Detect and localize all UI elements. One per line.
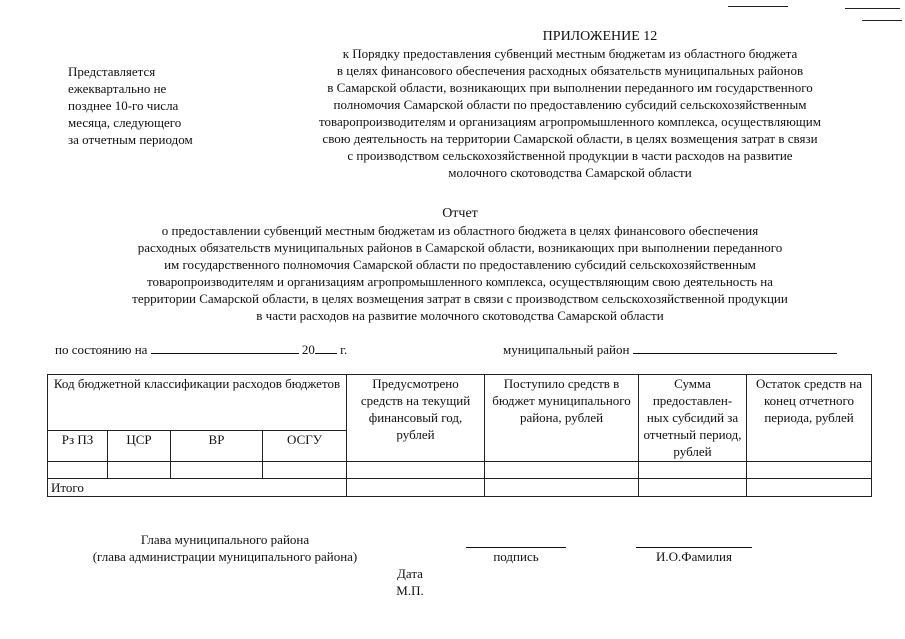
appendix-caption-line: в целях финансового обеспечения расходных обязательств муниципальных районов (336, 63, 804, 78)
head-position-title: Глава муниципального района (140, 532, 310, 547)
table-cell[interactable] (347, 462, 485, 479)
year-field[interactable] (315, 341, 337, 354)
column-header-balance: Остаток средств на конец отчетного периода, рублей (747, 375, 872, 462)
report-heading: Отчет (442, 206, 478, 221)
table-cell[interactable] (747, 462, 872, 479)
table-cell[interactable] (48, 462, 108, 479)
column-header-rz-pz: Рз ПЗ (48, 431, 108, 462)
seal-label: М.П. (396, 583, 424, 598)
submission-note-line: позднее 10-го числа (68, 98, 179, 113)
as-of-label: по состоянию на (55, 342, 148, 357)
report-subject-line: в части расходов на развитие молочного скотоводства Самарской области (256, 308, 664, 323)
year-prefix: 20 (301, 342, 315, 357)
budget-code-group-header: Код бюджетной классификации расходов бюджетов (48, 375, 347, 431)
report-subject-line: товаропроизводителям и организациям агропромышленного комплекса, осуществляющим свою деятельность на (147, 274, 773, 289)
submission-note-line: Представляется (68, 64, 156, 79)
appendix-caption (255, 45, 885, 181)
appendix-caption-line: молочного скотоводства Самарской области (448, 165, 692, 180)
submission-note (68, 63, 238, 148)
as-of-date-field[interactable] (151, 341, 299, 354)
total-cell[interactable] (485, 479, 639, 497)
total-cell[interactable] (639, 479, 747, 497)
total-row (48, 479, 872, 497)
appendix-caption-line: свою деятельность на территории Самарской области, в целях возмещения затрат в связи (322, 131, 818, 146)
district-field[interactable] (633, 341, 837, 354)
table-cell[interactable] (108, 462, 171, 479)
date-label: Дата (397, 566, 423, 581)
total-cell[interactable] (747, 479, 872, 497)
report-subject-line: о предоставлении субвенций местным бюджетам из областного бюджета в целях финансового обеспечения (161, 223, 759, 238)
report-subject-line: расходных обязательств муниципальных районов в Самарской области, возникающих при выполнении переданного (137, 240, 783, 255)
column-header-osgu: ОСГУ (263, 431, 347, 462)
column-header-subsidies: Сумма предоставлен-ных субсидий за отчетный период, рублей (639, 375, 747, 462)
column-header-vr: ВР (171, 431, 263, 462)
report-subject-line: им государственного полномочия Самарской области по предоставлению субсидий сельскохозяйственным (164, 257, 756, 272)
appendix-caption-line: к Порядку предоставления субвенций местным бюджетам из областного бюджета (342, 46, 798, 61)
name-label: И.О.Фамилия (656, 549, 732, 564)
appendix-title: ПРИЛОЖЕНИЕ 12 (542, 29, 658, 44)
total-label: Итого (48, 479, 347, 497)
district-line (503, 341, 837, 358)
signature-label: подпись (493, 549, 539, 564)
head-position-subtitle: (глава администрации муниципального района) (92, 549, 358, 564)
year-suffix: г. (340, 342, 348, 357)
appendix-caption-line: товаропроизводителям и организациям агропромышленного комплекса, осуществляющим (318, 114, 821, 129)
scan-edge-line (728, 6, 788, 7)
district-label: муниципальный район (503, 342, 630, 357)
column-header-csr: ЦСР (108, 431, 171, 462)
as-of-date-line (55, 341, 347, 358)
table-cell[interactable] (263, 462, 347, 479)
report-table (47, 374, 872, 497)
table-row (48, 462, 872, 479)
column-header-planned: Предусмотрено средств на текущий финансовый год, рублей (347, 375, 485, 462)
table-cell[interactable] (639, 462, 747, 479)
appendix-caption-line: полномочия Самарской области по предоставлению субсидий сельскохозяйственным (333, 97, 807, 112)
column-header-received: Поступило средств в бюджет муниципального района, рублей (485, 375, 639, 462)
total-cell[interactable] (347, 479, 485, 497)
head-position (55, 531, 395, 565)
submission-note-line: ежеквартально не (68, 81, 167, 96)
report-subject-line: территории Самарской области, в целях возмещения затрат в связи с производством сельскохозяйственной продукции (132, 291, 788, 306)
appendix-caption-line: в Самарской области, возникающих при выполнении переданного им государственного (327, 80, 813, 95)
submission-note-line: месяца, следующего (68, 115, 182, 130)
table-cell[interactable] (485, 462, 639, 479)
scan-edge-line (845, 8, 900, 9)
scan-edge-line (862, 20, 902, 21)
table-cell[interactable] (171, 462, 263, 479)
submission-note-line: за отчетным периодом (68, 132, 193, 147)
report-subject (40, 222, 880, 324)
appendix-caption-line: с производством сельскохозяйственной продукции в части расходов на развитие (347, 148, 793, 163)
